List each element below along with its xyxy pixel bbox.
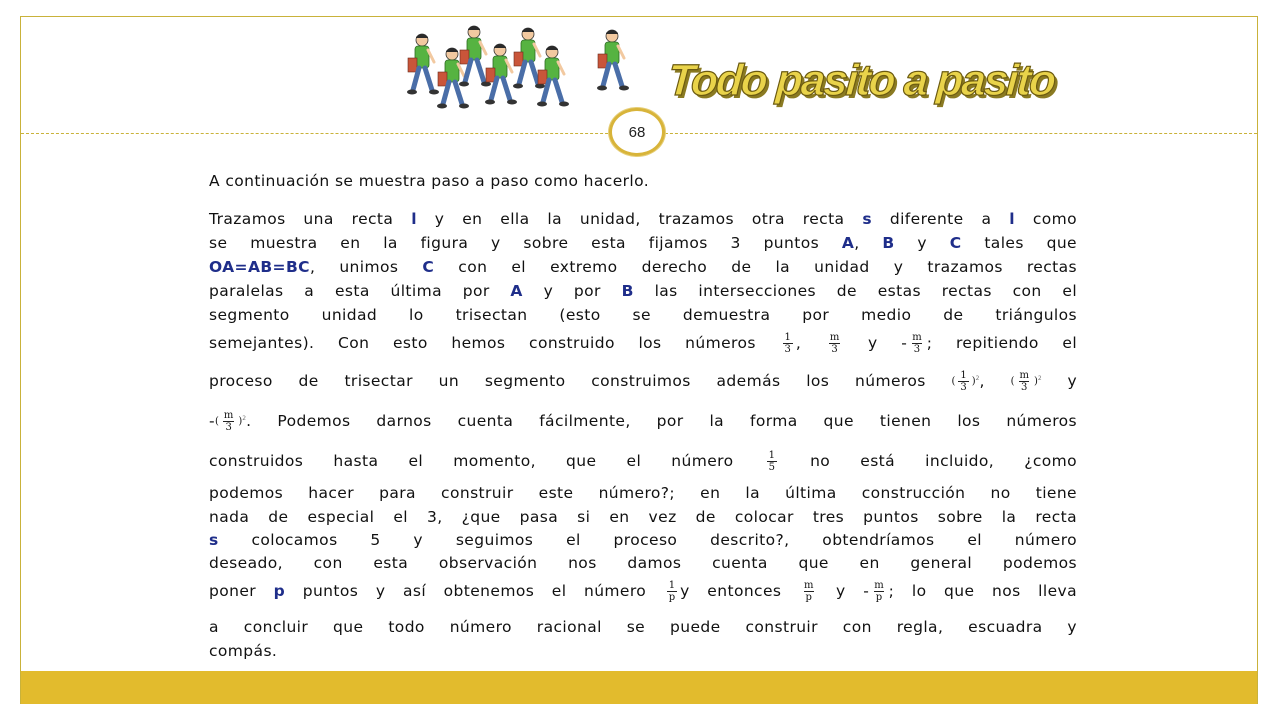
fraction: $\frac{1}{5}$ <box>768 450 775 473</box>
walking-student-figure <box>485 44 517 105</box>
fraction: $\frac{m}{p}$ <box>803 580 814 603</box>
paragraph-line: -( $\frac{m}{3}$ )$^2$. Podemos darnos cuenta fácilmente, por la forma que tienen los números <box>209 410 1077 433</box>
paragraph-line: poner p puntos y así obtenemos el número $\frac{1}{p}$ y entonces $\frac{m}{p}$ y - $\frac{m}{p}$ ; lo que nos lleva <box>209 580 1077 603</box>
paragraph-line: proceso de trisectar un segmento construimos además los números ( $\frac{1}{3}$ )$^2$, ( $\frac{m}{3}$ )$^2$ y <box>209 370 1078 393</box>
fraction: $\frac{m}{3}$ <box>912 332 922 355</box>
paragraph-line: construidos hasta el momento, que el número $\frac{1}{5}$ no está incluido, ¿como <box>209 450 1078 473</box>
paragraph-line: A continuación se muestra paso a paso como hacerlo. <box>209 172 650 190</box>
paragraph-line: paralelas a esta última por A y por B las intersecciones de estas rectas con el <box>209 282 1078 300</box>
fraction: $\frac{1}{3}$ <box>960 370 967 393</box>
walking-student-figure <box>407 34 439 95</box>
page-number-badge: 68 <box>609 108 665 156</box>
page-title: Todo pasito a pasito <box>666 56 1056 105</box>
paragraph-line: segmento unidad lo trisectan (esto se demuestra por medio de triángulos <box>209 306 1077 324</box>
fraction: $\frac{1}{3}$ <box>784 332 791 355</box>
fraction: $\frac{m}{3}$ <box>1019 370 1029 393</box>
fraction: $\frac{m}{3}$ <box>829 332 840 355</box>
paragraph-line: semejantes). Con esto hemos construido los números $\frac{1}{3}$ , $\frac{m}{3}$ y - $\frac{m}{3}$ ; repitiendo el <box>209 332 1078 355</box>
fraction: $\frac{1}{p}$ <box>668 580 676 603</box>
paragraph-line: deseado, con esta observación nos damos cuenta que en general podemos <box>209 554 1077 572</box>
walking-student-figure <box>597 30 629 91</box>
paragraph-line: Trazamos una recta l y en ella la unidad, trazamos otra recta s diferente a l como <box>209 210 1078 228</box>
paragraph-line: s colocamos 5 y seguimos el proceso descrito?, obtendríamos el número <box>209 531 1078 549</box>
walking-student-figure <box>537 46 569 107</box>
paragraph-line: nada de especial el 3, ¿que pasa si en vez de colocar tres puntos sobre la recta <box>209 508 1077 526</box>
paragraph-line: se muestra en la figura y sobre esta fijamos 3 puntos A, B y C tales que <box>209 234 1077 252</box>
paragraph-line: OA=AB=BC, unimos C con el extremo derecho de la unidad y trazamos rectas <box>209 258 1078 276</box>
walking-students-illustration <box>390 24 630 134</box>
fraction: $\frac{m}{p}$ <box>874 580 884 603</box>
fraction: $\frac{m}{3}$ <box>223 410 234 433</box>
paragraph-line: podemos hacer para construir este número?; en la última construcción no tiene <box>209 484 1077 502</box>
paragraph-line: a concluir que todo número racional se puede construir con regla, escuadra y <box>209 618 1077 636</box>
paragraph-line: compás. <box>209 642 278 660</box>
footer-band <box>21 671 1257 704</box>
